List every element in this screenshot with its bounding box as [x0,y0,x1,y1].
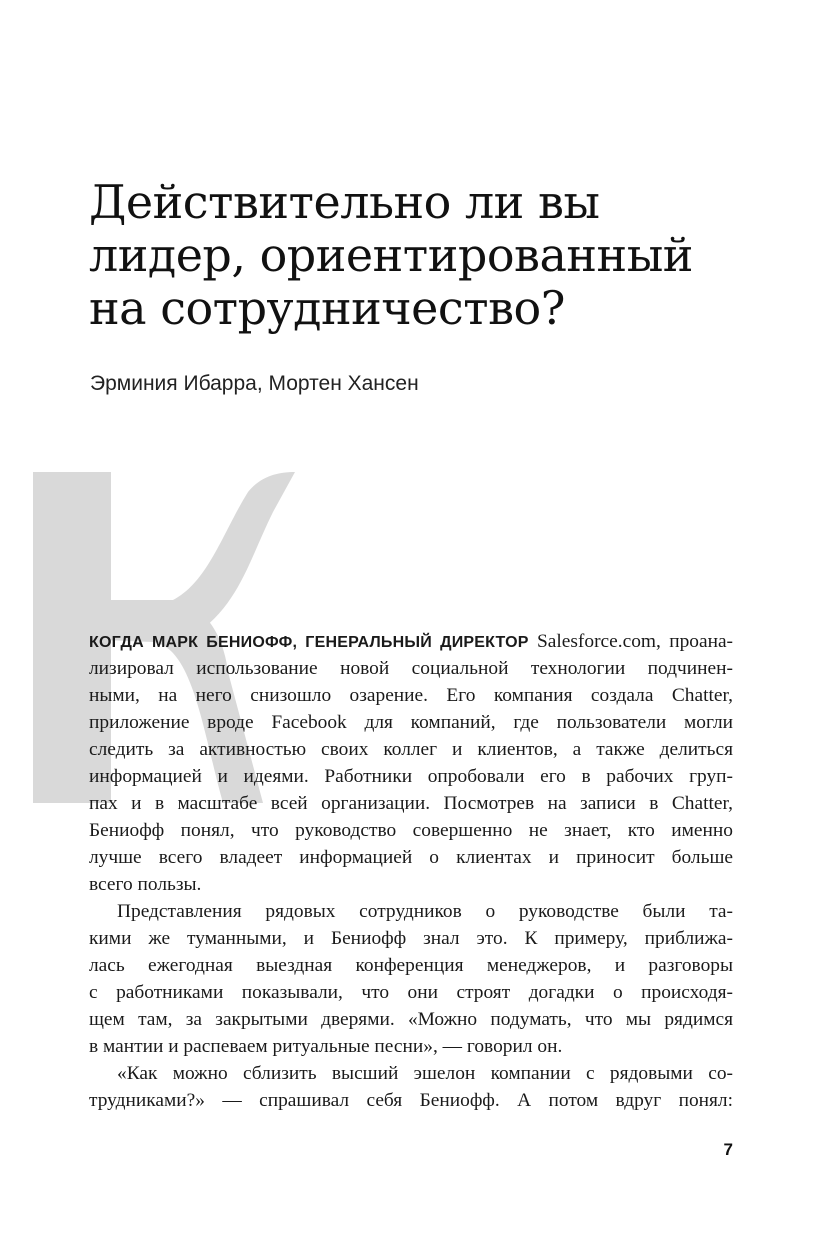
body-line: пах и в масштабе всей организации. Посмотрев на записи в Chatter, [89,793,733,814]
title-line: Действительно ли вы [89,175,600,229]
drop-cap-arm [173,472,295,642]
body-line: следить за активностью своих коллег и клиентов, а также делиться [89,739,733,760]
body-line: трудниками?» — спрашивал себя Бениофф. А потом вдруг понял: [89,1090,733,1111]
body-line: лась ежегодная выездная конференция менеджеров, и разговоры [89,955,733,976]
body-line: приложение вроде Facebook для компаний, где пользователи могли [89,712,733,733]
body-line-text: Salesforce.com, проана- [528,631,734,652]
body-line: всего пользы. [89,874,202,895]
page-number: 7 [723,1140,733,1159]
lead-in: КОГДА МАРК БЕНИОФФ, ГЕНЕРАЛЬНЫЙ ДИРЕКТОР [89,634,529,651]
body-line [89,628,733,655]
title-line: лидер, ориентированный [89,228,693,282]
body-line: ными, на него снизошло озарение. Его компания создала Chatter, [89,685,733,706]
body-line: лизировал использование новой социальной технологии подчинен- [89,658,733,679]
body-line: Бениофф понял, что руководство совершенно не знает, кто именно [89,820,733,841]
body-line: лучше всего владеет информацией о клиентах и приносит больше [89,847,733,868]
body-text [89,628,733,1114]
body-line: «Как можно сблизить высший эшелон компании с рядовыми со- [117,1063,733,1084]
body-line: с работниками показывали, что они строят догадки о происходя- [89,982,733,1003]
body-line: щем там, за закрытыми дверями. «Можно подумать, что мы рядимся [89,1009,733,1030]
body-line: Представления рядовых сотрудников о руководстве были та- [117,901,733,922]
body-line: в мантии и распеваем ритуальные песни», — говорил он. [89,1036,563,1057]
title-line: на сотрудничество? [89,281,565,335]
body-line: кими же туманными, и Бениофф знал это. К примеру, приближа- [89,928,733,949]
body-line: информацией и идеями. Работники опробовали его в рабочих груп- [89,766,733,787]
chapter-title [89,176,769,335]
authors: Эрминия Ибарра, Мортен Хансен [90,372,419,395]
